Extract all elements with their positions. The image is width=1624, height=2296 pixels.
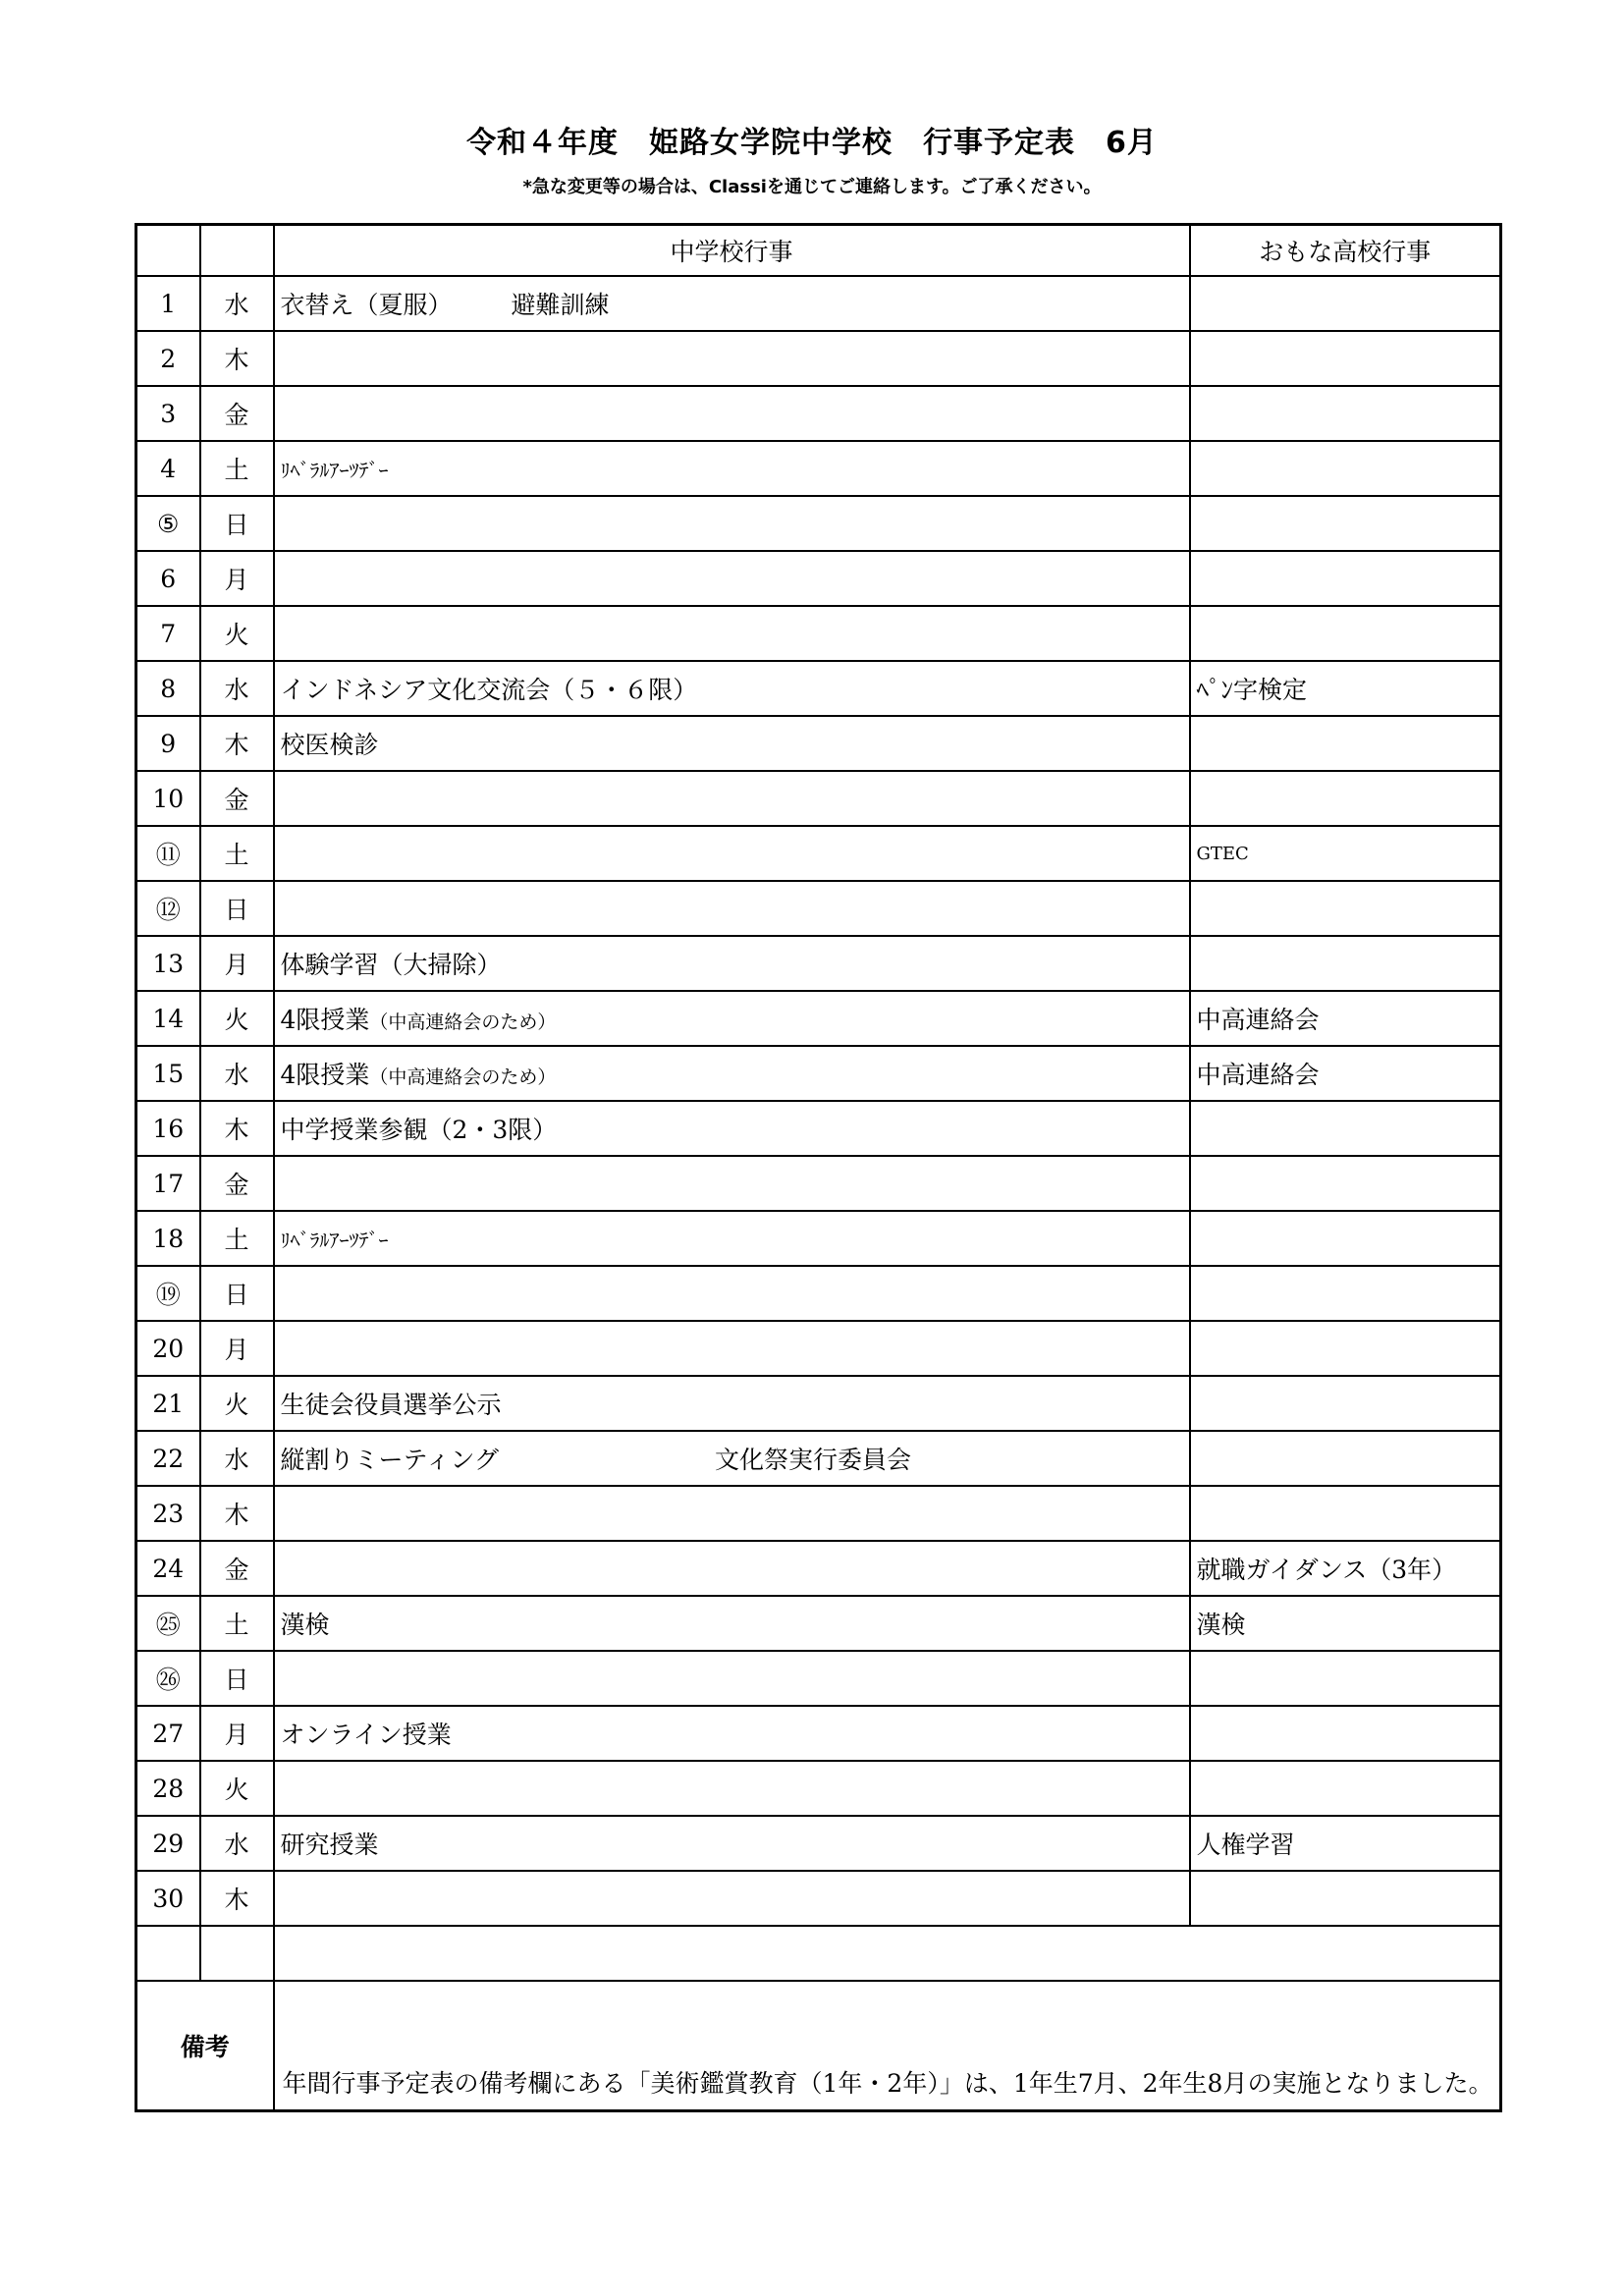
table-row [136,496,1501,551]
page-title: 令和４年度 姫路女学院中学校 行事予定表 6月 [466,126,1158,160]
ms-event-cell [274,1376,1190,1431]
hs-event-cell: 人権学習 [1190,1816,1501,1871]
ms-event-cell [274,1761,1190,1816]
ms-event-cell [274,496,1190,551]
day-cell: ⑪ [136,826,200,881]
ms-event-text: 4限授業 [280,1061,370,1089]
ms-event-text: オンライン授業 [280,1721,452,1749]
weekday-cell: 金 [200,386,274,441]
header-hs-events: おもな高校行事 [1190,225,1501,277]
hs-event-cell [1190,881,1501,936]
table-row [136,276,1501,331]
table-row [136,1156,1501,1211]
day-cell: ⑫ [136,881,200,936]
weekday-cell: 火 [200,1761,274,1816]
table-row [136,826,1501,881]
table-row [136,1706,1501,1761]
ms-event-note: （中高連絡会のため） [369,1066,557,1088]
ms-event-text: ﾘﾍﾞﾗﾙｱｰﾂﾃﾞｰ [280,1228,389,1252]
remarks-row [136,1981,1501,2111]
header-row [136,225,1501,277]
ms-event-cell [274,991,1190,1046]
blank-row [136,1926,1501,1981]
ms-event-text-2: 避難訓練 [511,291,610,319]
weekday-cell: 水 [200,661,274,716]
ms-event-cell [274,441,1190,496]
hs-event-cell [1190,1486,1501,1541]
hs-event-cell: 就職ガイダンス（3年） [1190,1541,1501,1596]
weekday-cell: 木 [200,1871,274,1926]
weekday-cell: 木 [200,1101,274,1156]
hs-event-cell: 中高連絡会 [1190,1046,1501,1101]
ms-event-cell [274,1101,1190,1156]
hs-event-cell: GTEC [1190,826,1501,881]
table-row [136,1101,1501,1156]
ms-event-note: （中高連絡会のため） [369,1011,557,1033]
day-cell: 13 [136,936,200,991]
table-row [136,1761,1501,1816]
ms-event-text-2: 文化祭実行委員会 [715,1446,912,1474]
hs-event-cell [1190,1211,1501,1266]
weekday-cell: 月 [200,1321,274,1376]
weekday-cell: 金 [200,1541,274,1596]
ms-event-cell [274,1046,1190,1101]
hs-event-cell [1190,1871,1501,1926]
day-cell: 9 [136,716,200,771]
day-cell: 16 [136,1101,200,1156]
hs-event-cell [1190,1101,1501,1156]
table-row [136,386,1501,441]
hs-event-cell [1190,606,1501,661]
ms-event-cell [274,936,1190,991]
day-cell: 15 [136,1046,200,1101]
table-row [136,606,1501,661]
ms-event-cell [274,386,1190,441]
weekday-cell: 木 [200,716,274,771]
day-cell: 8 [136,661,200,716]
hs-event-cell [1190,441,1501,496]
table-row [136,661,1501,716]
ms-event-cell [274,1156,1190,1211]
ms-event-text: 漢検 [280,1611,330,1639]
ms-event-cell [274,1431,1190,1486]
ms-event-cell [274,1541,1190,1596]
table-row [136,1321,1501,1376]
ms-event-cell [274,1211,1190,1266]
table-row [136,936,1501,991]
blank-cell [200,1926,274,1981]
weekday-cell: 火 [200,606,274,661]
hs-event-cell [1190,1266,1501,1321]
weekday-cell: 火 [200,991,274,1046]
table-row [136,1486,1501,1541]
ms-event-cell [274,1321,1190,1376]
table-row [136,1541,1501,1596]
ms-event-text: 校医検診 [280,731,379,759]
ms-event-text: 縦割りミーティング [280,1446,500,1474]
ms-event-cell [274,826,1190,881]
day-cell: 21 [136,1376,200,1431]
ms-event-text: インドネシア文化交流会（５・６限） [280,676,698,704]
hs-event-cell [1190,1706,1501,1761]
ms-event-cell [274,881,1190,936]
table-row [136,1376,1501,1431]
ms-event-cell [274,1596,1190,1651]
day-cell: 10 [136,771,200,826]
hs-event-cell [1190,1321,1501,1376]
hs-event-cell [1190,496,1501,551]
day-cell: 3 [136,386,200,441]
ms-event-cell [274,661,1190,716]
weekday-cell: 日 [200,881,274,936]
ms-event-cell [274,331,1190,386]
weekday-cell: 水 [200,1431,274,1486]
ms-event-text: 生徒会役員選挙公示 [280,1391,502,1419]
weekday-cell: 土 [200,1211,274,1266]
ms-event-cell [274,1486,1190,1541]
ms-event-cell [274,716,1190,771]
hs-event-cell [1190,386,1501,441]
table-row [136,1596,1501,1651]
weekday-cell: 日 [200,1651,274,1706]
table-row [136,1211,1501,1266]
notice-text: *急な変更等の場合は、Classiを通じてご連絡します。ご了承ください。 [522,177,1102,197]
hs-event-cell [1190,1156,1501,1211]
blank-cell [274,1926,1501,1981]
hs-event-cell [1190,1431,1501,1486]
table-row [136,1046,1501,1101]
weekday-cell: 月 [200,1706,274,1761]
ms-event-cell [274,1651,1190,1706]
hs-event-cell [1190,331,1501,386]
weekday-cell: 土 [200,1596,274,1651]
weekday-cell: 土 [200,441,274,496]
table-row [136,441,1501,496]
ms-event-cell [274,276,1190,331]
table-row [136,881,1501,936]
weekday-cell: 月 [200,936,274,991]
header-ms-events: 中学校行事 [274,225,1190,277]
table-row [136,716,1501,771]
ms-event-text: ﾘﾍﾞﾗﾙｱｰﾂﾃﾞｰ [280,458,389,482]
table-row [136,1266,1501,1321]
day-cell: 23 [136,1486,200,1541]
table-row [136,1651,1501,1706]
table-row [136,1816,1501,1871]
day-cell: 7 [136,606,200,661]
day-cell: 27 [136,1706,200,1761]
hs-event-cell [1190,716,1501,771]
day-cell: ㉕ [136,1596,200,1651]
day-cell: 24 [136,1541,200,1596]
hs-event-cell [1190,551,1501,606]
day-cell: 29 [136,1816,200,1871]
hs-event-cell: ﾍﾟﾝ字検定 [1190,661,1501,716]
day-cell: ㉖ [136,1651,200,1706]
hs-event-cell: 漢検 [1190,1596,1501,1651]
ms-event-cell [274,1871,1190,1926]
day-cell: 28 [136,1761,200,1816]
ms-event-text: 研究授業 [280,1831,379,1859]
ms-event-text: 衣替え（夏服） [280,291,453,319]
ms-event-cell [274,606,1190,661]
weekday-cell: 月 [200,551,274,606]
weekday-cell: 金 [200,771,274,826]
remarks-label: 備考 [136,1981,274,2111]
hs-event-cell [1190,1761,1501,1816]
table-row [136,331,1501,386]
header-day [136,225,200,277]
blank-cell [136,1926,200,1981]
ms-event-cell [274,771,1190,826]
ms-event-text: 中学授業参観（2・3限） [280,1116,558,1144]
hs-event-cell: 中高連絡会 [1190,991,1501,1046]
ms-event-cell [274,1266,1190,1321]
ms-event-cell [274,1706,1190,1761]
header-weekday [200,225,274,277]
ms-event-cell [274,551,1190,606]
remarks-text: 年間行事予定表の備考欄にある「美術鑑賞教育（1年・2年）」は、1年生7月、2年生8月の実施となりました。 [274,1981,1501,2111]
day-cell: 17 [136,1156,200,1211]
table-row [136,1871,1501,1926]
weekday-cell: 日 [200,496,274,551]
hs-event-cell [1190,1651,1501,1706]
day-cell: 4 [136,441,200,496]
hs-event-cell [1190,1376,1501,1431]
weekday-cell: 木 [200,1486,274,1541]
day-cell: ⑲ [136,1266,200,1321]
weekday-cell: 日 [200,1266,274,1321]
weekday-cell: 火 [200,1376,274,1431]
day-cell: 14 [136,991,200,1046]
table-row [136,991,1501,1046]
table-row [136,1431,1501,1486]
ms-event-text: 体験学習（大掃除） [280,951,502,979]
hs-event-cell [1190,276,1501,331]
day-cell: ⑤ [136,496,200,551]
weekday-cell: 水 [200,1046,274,1101]
weekday-cell: 木 [200,331,274,386]
table-row [136,771,1501,826]
day-cell: 2 [136,331,200,386]
day-cell: 22 [136,1431,200,1486]
weekday-cell: 水 [200,276,274,331]
day-cell: 20 [136,1321,200,1376]
weekday-cell: 金 [200,1156,274,1211]
ms-event-cell [274,1816,1190,1871]
ms-event-text: 4限授業 [280,1006,370,1034]
schedule-table [135,223,1502,2112]
day-cell: 1 [136,276,200,331]
day-cell: 6 [136,551,200,606]
schedule-body [136,225,1501,2111]
table-row [136,551,1501,606]
day-cell: 30 [136,1871,200,1926]
hs-event-cell [1190,936,1501,991]
day-cell: 18 [136,1211,200,1266]
weekday-cell: 土 [200,826,274,881]
weekday-cell: 水 [200,1816,274,1871]
hs-event-cell [1190,771,1501,826]
